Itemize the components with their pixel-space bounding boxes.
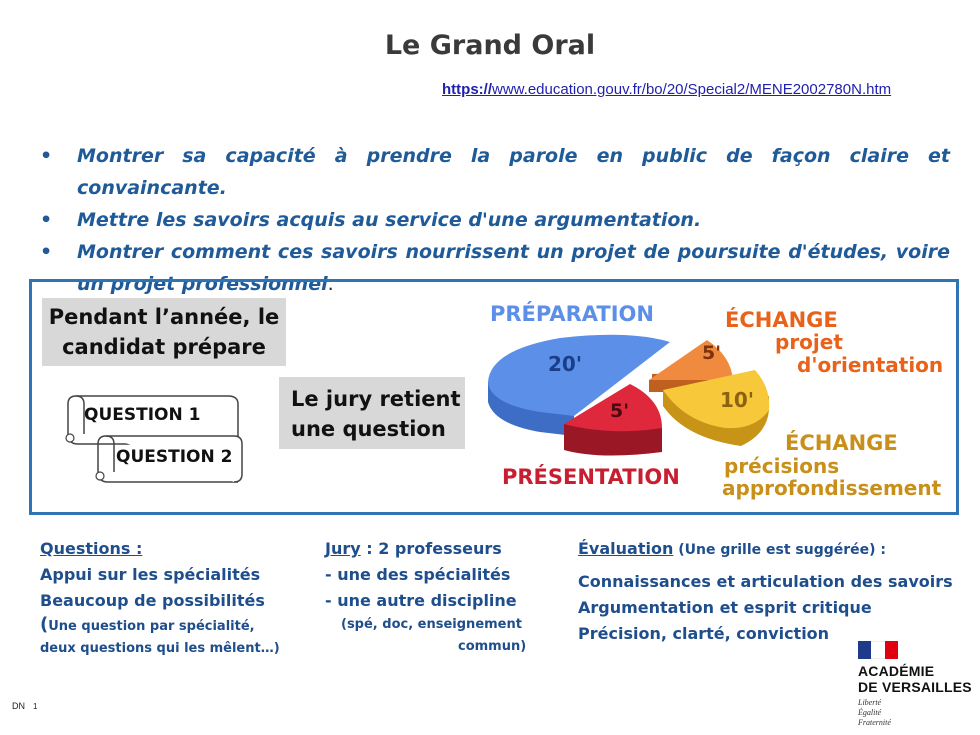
echange1-sub2: d'orientation [797,353,944,377]
jury-heading: Jury [325,539,361,558]
pie-presentation-time: 5' [610,400,630,422]
link-path: www.education.gouv.fr/bo/20/Special2/MENE2002780N.htm [492,81,892,98]
echange1-sub1: projet [775,330,843,354]
french-flag-icon [858,641,898,659]
page-title: Le Grand Oral [384,30,596,61]
jury-box: Le jury retient une question [279,377,465,449]
list-item: • Mettre les savoirs acquis au service d'une argumentation. [40,204,950,236]
evaluation-column: Évaluation (Une grille est suggérée) : Connaissances et articulation des savoirs Argumentation et esprit critique Précision, clarté, conviction [578,539,953,643]
pie-echange1-time: 5' [702,342,722,364]
pie-preparation-time: 20' [548,352,582,376]
question-1-label: QUESTION 1 [84,405,201,425]
list-item: • Montrer sa capacité à prendre la parole en public de façon claire et convaincante. [40,140,950,204]
question-2-label: QUESTION 2 [116,447,233,467]
echange1-title: ÉCHANGE [725,308,838,332]
reference-link[interactable] [442,81,891,98]
pie-echange2-time: 10' [720,388,754,412]
objectives-list [40,140,950,300]
questions-column: Questions : Appui sur les spécialités Beaucoup de possibilités (Une question par spécialité, deux questions qui les mêlent…) [40,536,280,660]
echange2-sub2: approfondissement [722,476,942,500]
slide-footer: DN 1 [12,701,38,711]
jury-column: Jury : 2 professeurs - une des spécialités - une autre discipline (spé, doc, enseignement commun) [325,539,527,654]
pie-preparation-title: PRÉPARATION [490,302,654,326]
evaluation-heading: Évaluation [578,539,674,558]
pie-presentation-title: PRÉSENTATION [502,465,680,489]
echange2-title: ÉCHANGE [785,431,898,455]
link-protocol: https:// [442,81,492,98]
questions-heading: Questions : [40,539,143,558]
list-item: • Montrer comment ces savoirs nourrissent un projet de poursuite d'études, voire un projet professionnel. [40,236,950,300]
academie-logo: ACADÉMIE DE VERSAILLES Liberté Égalité Fraternité [858,641,976,728]
page-number: 1 [33,702,38,711]
echange2-sub1: précisions [724,454,840,478]
preparation-box: Pendant l’année, le candidat prépare [42,298,286,366]
